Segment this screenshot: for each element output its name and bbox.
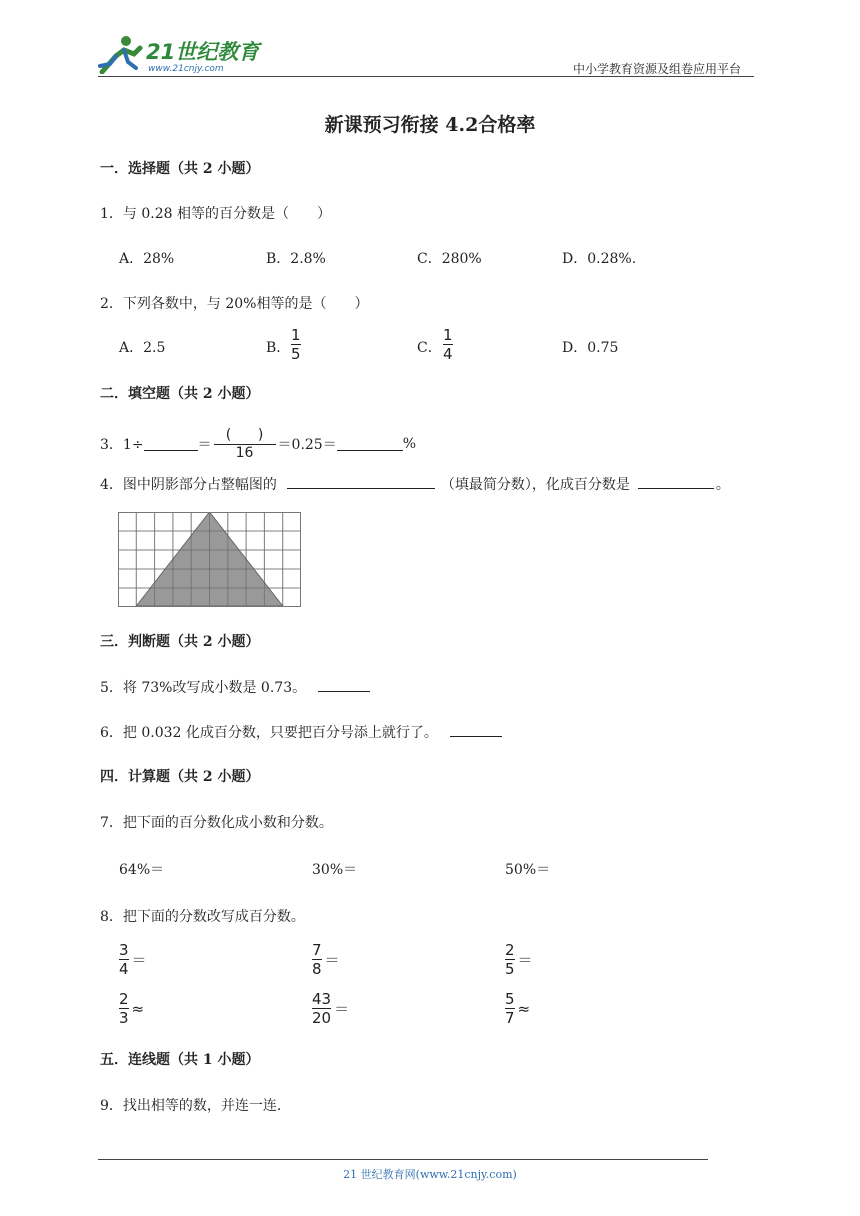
q8-item-2 (311, 942, 340, 977)
q4-text-c: 。 (715, 477, 730, 493)
q1-option-d: D．0.28%. (562, 251, 637, 267)
section-heading-compute: 四．计算题（共 2 小题） (100, 769, 260, 785)
section-heading-choice: 一．选择题（共 2 小题） (100, 161, 260, 177)
question-6 (100, 722, 502, 742)
footer-divider (98, 1159, 708, 1160)
question-2: 2．下列各数中，与 20%相等的是（ ） (100, 296, 369, 312)
q7-item-3: 50%＝ (505, 862, 551, 878)
fraction-numerator: 43 (312, 990, 332, 1008)
q8-item-1 (118, 942, 147, 977)
q5-blank[interactable] (318, 677, 370, 692)
q8-item-1-sign: ＝ (131, 951, 147, 969)
q3-prefix: 3．1÷ (100, 436, 144, 453)
q1-option-b: B．2.8% (266, 251, 326, 267)
logo-url: www.21cnjy.com (148, 64, 224, 74)
question-8: 8．把下面的分数改写成百分数。 (100, 909, 305, 925)
fraction-numerator[interactable]: ( ) (225, 427, 264, 443)
q2-option-a: A．2.5 (119, 340, 166, 356)
grid-lines-overlay (118, 512, 301, 607)
q3-suffix: % (402, 435, 417, 452)
q4-blank-percent[interactable] (638, 474, 714, 489)
q2-option-b-fraction (291, 327, 301, 362)
question-3 (100, 427, 416, 460)
q6-blank[interactable] (450, 722, 502, 737)
q1-option-a: A．28% (119, 251, 175, 267)
q2-option-c-fraction (443, 327, 453, 362)
q8-item-5 (311, 991, 349, 1026)
fraction-numerator: 2 (119, 990, 129, 1008)
fraction-denominator: 7 (505, 1009, 515, 1027)
question-9: 9．找出相等的数，并连一连. (100, 1098, 282, 1114)
fraction-denominator: 5 (291, 345, 301, 363)
footer-text: 21 世纪教育网(www.21cnjy.com) (343, 1168, 517, 1181)
fraction-numerator: 3 (119, 941, 129, 959)
q3-equals-2: ＝0.25＝ (277, 436, 337, 453)
logo (96, 34, 266, 76)
q2-option-b-label: B． (266, 340, 291, 356)
doc-title: 新课预习衔接 4.2合格率 (324, 114, 536, 136)
fraction-denominator: 3 (119, 1009, 129, 1027)
q8-item-5-sign: ＝ (334, 1000, 350, 1018)
question-4 (100, 474, 730, 494)
fraction-denominator: 20 (312, 1009, 332, 1027)
fraction-denominator: 4 (119, 960, 129, 978)
fraction-denominator: 4 (443, 345, 453, 363)
q3-blank-2[interactable] (337, 436, 403, 451)
q7-item-2: 30%＝ (312, 862, 358, 878)
logo-text: 21世纪教育 (146, 40, 260, 64)
q8-item-6-sign: ≈ (517, 999, 531, 1018)
q6-stem: 6．把 0.032 化成百分数，只要把百分号添上就行了。 (100, 725, 438, 741)
q4-text-a: 4．图中阴影部分占整幅图的 (100, 477, 277, 493)
fraction-numerator: 1 (291, 326, 301, 344)
question-5 (100, 677, 370, 697)
section-heading-match: 五．连线题（共 1 小题） (100, 1052, 260, 1068)
fraction-numerator: 2 (505, 941, 515, 959)
q4-text-b: （填最简分数），化成百分数是 (440, 477, 630, 493)
q8-item-4-sign: ≈ (131, 999, 145, 1018)
section-heading-judge: 三．判断题（共 2 小题） (100, 634, 260, 650)
q2-option-d: D．0.75 (562, 340, 619, 356)
fraction-denominator: 8 (312, 960, 322, 978)
q8-item-4 (118, 991, 144, 1026)
site-title: 中小学教育资源及组卷应用平台 (573, 62, 742, 76)
q8-item-3-sign: ＝ (517, 951, 533, 969)
header-divider (98, 76, 754, 77)
q2-option-c-label: C． (417, 340, 442, 356)
q8-item-3 (504, 942, 533, 977)
q7-item-1: 64%＝ (119, 862, 165, 878)
q8-item-6 (504, 991, 530, 1026)
question-7: 7．把下面的百分数化成小数和分数。 (100, 815, 333, 831)
runner-logo-icon (96, 34, 144, 74)
fraction-denominator: 16 (235, 445, 254, 461)
fraction-numerator: 5 (505, 990, 515, 1008)
q3-equals: ＝ (197, 436, 212, 453)
q3-blank-1[interactable] (144, 436, 198, 451)
q8-item-2-sign: ＝ (324, 951, 340, 969)
section-heading-fill: 二．填空题（共 2 小题） (100, 386, 260, 402)
fraction-numerator: 7 (312, 941, 322, 959)
question-1: 1．与 0.28 相等的百分数是（ ） (100, 206, 331, 222)
fraction-numerator: 1 (443, 326, 453, 344)
q4-grid-figure (118, 512, 301, 607)
q3-fraction (214, 428, 276, 461)
q4-blank-fraction[interactable] (287, 474, 435, 489)
q5-stem: 5．将 73%改写成小数是 0.73。 (100, 680, 307, 696)
q1-option-c: C．280% (417, 251, 482, 267)
fraction-denominator: 5 (505, 960, 515, 978)
